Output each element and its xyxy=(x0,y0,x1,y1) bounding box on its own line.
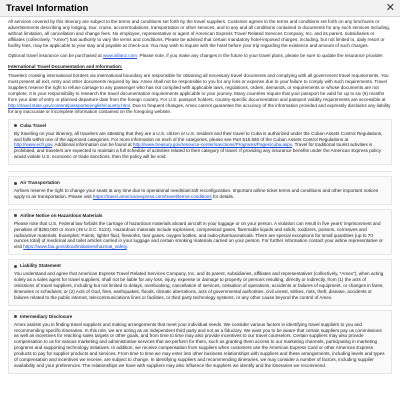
intermediary-title: Intermediary Disclosure xyxy=(14,314,386,320)
state-gov-link[interactable]: http://travel.state.gov/content/passports/english/country.html xyxy=(8,102,130,108)
air-body: Airlines reserve the right to change your seats at any time due to operational needs/aircraft reconfiguration. Important airline ticket terms and conditions and other important notices apply to air transportation. Please visit https://travel.americanexpress.com/travel/terms-conditions for details. xyxy=(14,188,379,199)
air-section xyxy=(8,176,392,205)
window-titlebar xyxy=(0,0,400,17)
amex-terms-link[interactable]: https://travel.americanexpress.com/travel/terms-conditions xyxy=(92,193,212,199)
liability-body: You understand and agree that American Express Travel Related Services Company, Inc. and its parent, subsidiaries, affiliates and representatives (collectively, "Amex"), when acting solely as a sales agent for travel suppliers, shall not be liable for any loss, injury, expense or damage to property or persons resulting, directly or indirectly, from (1) the acts of omissions of travel suppliers, including but not limited to delays, overbooking, cancellation of services, cessation of operations, accidents or failures of equipment, or changes in fares, itineraries or schedules; or (2) Acts of God, fires, earthquakes, floods, climatic aberrations, acts of governmental authorities, civil unrest, strikes, riots, theft, disease, accidents or failures related to the public internet, telecommunications lines or facilities, or third party technology systems, or any other cause beyond the control of Amex. xyxy=(14,271,384,300)
cuba-section xyxy=(8,119,392,165)
hazmat-title: Airline Notice on Hazardous Materials xyxy=(14,213,386,219)
bullet-icon xyxy=(14,124,17,127)
liability-title: Liability Statement xyxy=(14,263,386,269)
air-title: Air Transportation xyxy=(14,180,386,186)
bullet-icon xyxy=(14,265,17,268)
bullet-icon xyxy=(14,315,17,318)
intro-paragraph: All services covered by this itinerary are subject to the terms and conditions set forth by the travel suppliers. Customer agrees to the terms and conditions set forth on any brochures or advertisements describing any lodging, tour, cruise, accommodations, transportation or other services, and to any and all conditions contained in documents for any such services including, without limitation, all cancellation and change fees. No employee, representative or agent of American Express Travel Related Services Company, Inc. and its parent, subsidiaries or affiliates (collectively, "Amex") has authority to vary the terms and conditions. Please be advised that certain mandatory hotel-imposed charges, including, but not limited to, daily resort or facility fees, may be applicable to your stay and payable at check-out. You may wish to inquire with the hotel before your trip regarding the existence and amount of such charges. xyxy=(8,19,390,48)
bullet-icon xyxy=(14,182,17,185)
intl-paragraph: Travelers crossing international borders via international boundary are responsible for obtaining all necessary travel documents and complying with all government travel requirements. You must present all exit, entry and other documents required by law. Amex shall not be responsible to you for any loss or expense due to your failure to comply with such requirements. Travel Suppliers reserve the right to refuse carriage to any passenger who has not complied with applicable laws, regulations, orders, demands, or requirements or whose documents are not complete. It is your responsibility to research the travel documentation requirements applicable to your journey. Many countries require that your passport be valid for up to six (6) months from your date of entry or planned departure date from the foreign country. For U.S. passport holders, country-specific documentation and passport validity requirements are accessible at http://travel.state.gov/content/passports/english/country.html. Due to frequent changes, Amex cannot guarantee the accuracy of the information provided and expressly disclaims any liability for any inaccurate or incomplete information contained on the foregoing website. xyxy=(8,73,391,114)
insurance-paragraph: Optional travel insurance can be purchased at www.allianz.com. Please note, if you make any changes in the future to your travel plans, please be sure to update the insurance provider. xyxy=(8,52,384,58)
liability-section xyxy=(8,259,392,305)
intermediary-section xyxy=(8,310,392,374)
faa-link[interactable]: https://www.faa.gov/about/initiatives/hazmat_safety xyxy=(23,244,127,250)
intermediary-body: Amex assists you in finding travel suppliers and making arrangements that meet your individual needs. We consider various factors in identifying travel suppliers to you and recommending specific itineraries. In this role, we are acting as an independent third party and not as a fiduciary. We want you to be aware that certain suppliers pay us commissions as well as incentives for reaching sales targets or other goals, and from time to time may also provide incentives to our travel counselors. Certain suppliers may also provide compensation to us for various marketing and administrative services that we perform for them, such as granting them access to our marketing channels, participating in marketing programs and supporting technology initiatives. In addition, we receive compensation from suppliers when customers use the American Express Card or other American Express products to pay for supplier products and services. From time to time we may enter into other business relationships with suppliers and these arrangements, including levels and types of compensation and incentives we receive, are subject to change. In identifying suppliers and recommending itineraries, we may consider a number of factors, including supplier availability and your preferences. The relationships we have with suppliers may also influence the suppliers we identify and the itineraries we recommend. xyxy=(14,321,385,368)
hazmat-body: Please note that U.S. Federal law forbids the carriage of hazardous materials aboard aircraft in your luggage or on your person. A violation can result in five years' imprisonment and penalties of $250,000 or more (49 U.S.C. 5124). Hazardous materials include explosives, compressed gases, flammable liquids and solids, oxidizers, poisons, corrosives and radioactive materials. Examples: Paints, lighter fluid, fireworks, tear gases, oxygen bottles, and radio-pharmaceuticals. There are special exceptions for small quantities (up to 70 ounces total) of medicinal and toilet articles carried in your luggage and certain smoking materials carried on your person. For further information contact your airline representative or visit https://www.faa.gov/about/initiatives/hazmat_safety. xyxy=(14,220,383,250)
allianz-link[interactable]: www.allianz.com xyxy=(103,52,137,58)
window-title: Travel Information xyxy=(6,2,89,14)
cuba-title: Cuba Travel xyxy=(14,123,386,129)
travel-info-content xyxy=(0,17,400,374)
intl-heading: International Travel Documentation and Information: xyxy=(8,64,123,70)
cuba-body: By traveling on your itinerary, all travelers are attesting that they are a U.S. citizen or U.S. resident and their travel to Cuba is authorized under the Cuban Assets Control Regulations, and falls within one of the approved categories. For more information on each of the categories, please see Part 515.560 of the Cuban Assets Control Regulations at http://www.ecfr.gov. Additional information can be found at http://www.treasury.gov/resource-center/sanctions/Programs/Pages/cuba.aspx. Travel for traditional tourist activities is prohibited, and travelers are expected to maintain a full schedule of activities related to their category of travel. If providing any insurance benefits under the American Express policy would violate U.S. economic or trade sanctions, then the policy will be void. xyxy=(14,130,383,160)
ecfr-link[interactable]: http://www.ecfr.gov xyxy=(14,142,53,148)
treasury-link[interactable]: http://www.treasury.gov/resource-center/sanctions/Programs/Pages/cuba.aspx xyxy=(132,142,293,148)
bullet-icon xyxy=(14,214,17,217)
divider xyxy=(8,171,392,172)
close-icon[interactable]: ✕ xyxy=(385,1,395,14)
hazmat-section xyxy=(8,209,392,255)
